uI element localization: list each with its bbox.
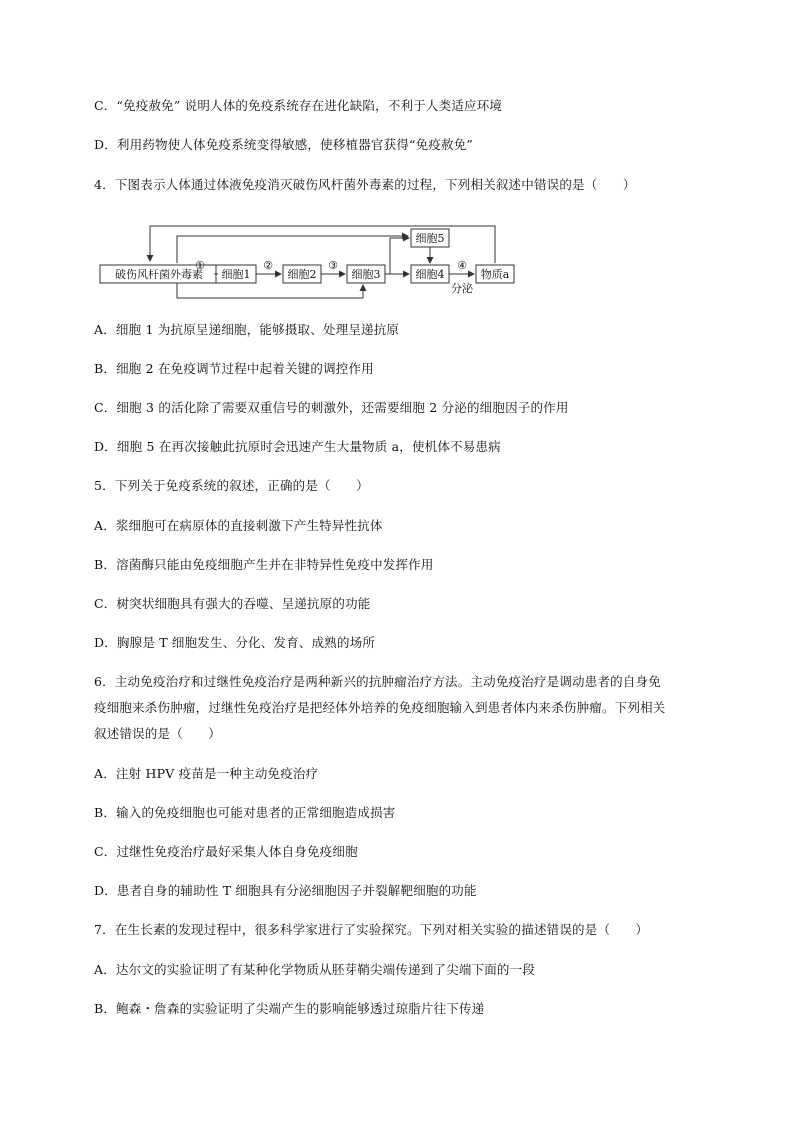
cell3-label: 细胞3 bbox=[351, 268, 381, 281]
q6-option-c: C．过继性免疫治疗最好采集人体自身免疫细胞 bbox=[94, 844, 358, 859]
cell2-label: 细胞2 bbox=[287, 268, 317, 281]
cell1-label: 细胞1 bbox=[221, 268, 251, 281]
q7-stem: 7．在生长素的发现过程中，很多科学家进行了实验探究。下列对相关实验的描述错误的是（ ） bbox=[94, 922, 649, 937]
step4-label: ④ bbox=[457, 259, 467, 272]
q6-option-a: A．注射 HPV 疫苗是一种主动免疫治疗 bbox=[94, 766, 319, 781]
step3-label: ③ bbox=[328, 259, 338, 272]
q4-option-a: A．细胞 1 为抗原呈递细胞，能够摄取、处理呈递抗原 bbox=[94, 322, 400, 337]
q5-option-c: C．树突状细胞具有强大的吞噬、呈递抗原的功能 bbox=[94, 596, 371, 611]
antigen-label: 破伤风杆菌外毒素 bbox=[115, 268, 203, 281]
q5-option-b: B．溶菌酶只能由免疫细胞产生并在非特异性免疫中发挥作用 bbox=[94, 557, 434, 572]
q6-stem-line3: 叙述错误的是（ ） bbox=[94, 726, 222, 741]
antigen-to-cell5-arrow bbox=[177, 236, 408, 263]
q5-option-a: A．浆细胞可在病原体的直接刺激下产生特异性抗体 bbox=[94, 518, 383, 533]
q4-option-d: D．细胞 5 在再次接触此抗原时会迅速产生大量物质 a，使机体不易患病 bbox=[94, 439, 501, 454]
q7-option-a: A．达尔文的实验证明了有某种化学物质从胚芽鞘尖端传递到了尖端下面的一段 bbox=[94, 962, 536, 977]
q5-stem: 5．下列关于免疫系统的叙述，正确的是（ ） bbox=[94, 478, 369, 493]
q6-stem-line2: 疫细胞来杀伤肿瘤，过继性免疫治疗是把经体外培养的免疫细胞输入到患者体内来杀伤肿瘤。下列相关 bbox=[94, 700, 666, 715]
q5-option-d: D．胸腺是 T 细胞发生、分化、发育、成熟的场所 bbox=[94, 635, 376, 650]
q4-stem: 4．下图表示人体通过体液免疫消灭破伤风杆菌外毒素的过程，下列相关叙述中错误的是（ ） bbox=[94, 177, 636, 192]
step2-label: ② bbox=[263, 259, 273, 272]
q4-option-b: B．细胞 2 在免疫调节过程中起着关键的调控作用 bbox=[94, 361, 374, 376]
antigen-to-cell3-arrow bbox=[177, 283, 363, 298]
q7-option-b: B．鲍森・詹森的实验证明了尖端产生的影响能够透过琼脂片往下传递 bbox=[94, 1001, 485, 1016]
secrete-label: 分泌 bbox=[451, 282, 473, 295]
cell4-label: 细胞4 bbox=[415, 268, 445, 281]
immune-process-diagram bbox=[100, 226, 520, 298]
q6-stem-line1: 6．主动免疫治疗和过继性免疫治疗是两种新兴的抗肿瘤治疗方法。主动免疫治疗是调动患者的自身免 bbox=[94, 674, 661, 689]
q3-option-c: C．“免疫赦免” 说明人体的免疫系统存在进化缺陷，不利于人类适应环境 bbox=[94, 98, 503, 113]
substance-a-label: 物质a bbox=[480, 268, 510, 281]
step1-label: ① bbox=[195, 259, 205, 272]
diagram-svg bbox=[100, 226, 520, 298]
cell3-to-cell5-arrow bbox=[390, 238, 409, 274]
q6-option-b: B．输入的免疫细胞也可能对患者的正常细胞造成损害 bbox=[94, 805, 396, 820]
q6-option-d: D．患者自身的辅助性 T 细胞具有分泌细胞因子并裂解靶细胞的功能 bbox=[94, 883, 477, 898]
q3-option-d: D．利用药物使人体免疫系统变得敏感，使移植器官获得“免疫赦免” bbox=[94, 137, 474, 152]
cell5-label: 细胞5 bbox=[415, 232, 445, 245]
q4-option-c: C．细胞 3 的活化除了需要双重信号的刺激外，还需要细胞 2 分泌的细胞因子的作用 bbox=[94, 400, 569, 415]
